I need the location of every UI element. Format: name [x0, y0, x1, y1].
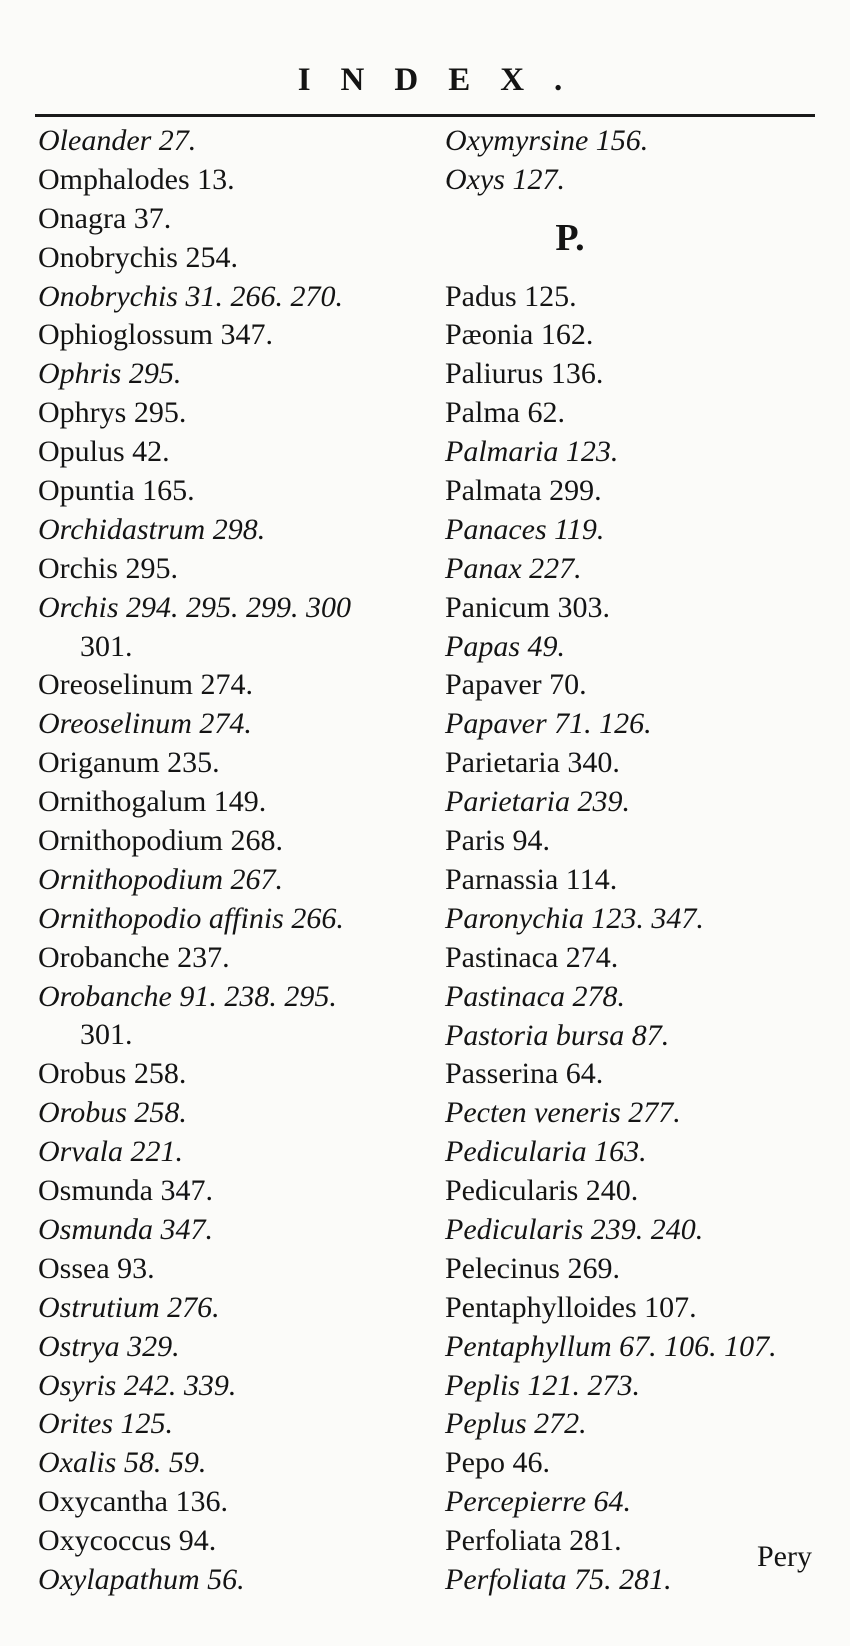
index-entry: Paris 94. [445, 824, 550, 858]
left-column [38, 122, 428, 1600]
index-entry: Parietaria 239. [445, 785, 630, 819]
index-entry: Ossea 93. [38, 1251, 155, 1285]
index-entry: Pelecinus 269. [445, 1251, 620, 1285]
index-entry: Peplis 121. 273. [445, 1368, 640, 1402]
index-entry: Osmunda 347. [38, 1174, 213, 1208]
index-entry: Pentaphyllum 67. 106. 107. [445, 1329, 777, 1363]
index-entry: Osyris 242. 339. [38, 1368, 237, 1402]
index-entry: Orobanche 237. [38, 940, 230, 974]
index-entry: Orites 125. [38, 1407, 173, 1441]
index-entry: Peplus 272. [445, 1407, 587, 1441]
index-entry: Orobanche 91. 238. 295. [38, 979, 337, 1013]
index-entry: Parnassia 114. [445, 862, 618, 896]
right-column [445, 122, 845, 1600]
index-entry: Orchis 295. [38, 551, 178, 585]
index-entry: Padus 125. [445, 279, 577, 313]
index-entry: Opulus 42. [38, 435, 170, 469]
index-entry: Ostrya 329. [38, 1329, 180, 1363]
index-entry: Pentaphylloides 107. [445, 1290, 697, 1324]
index-entry: Oreoselinum 274. [38, 668, 253, 702]
index-entry: Ornithogalum 149. [38, 785, 267, 819]
page-header: INDEX. [297, 62, 593, 98]
index-entry: Perfoliata 75. 281. [445, 1562, 672, 1596]
index-entry: Pepo 46. [445, 1446, 550, 1480]
index-entry: Palmata 299. [445, 474, 602, 508]
index-entry: Panax 227. [445, 551, 582, 585]
index-entry: Oleander 27. [38, 124, 197, 157]
index-entry: Pastinaca 274. [445, 940, 619, 974]
index-entry: Ophioglossum 347. [38, 318, 274, 352]
index-entry: Origanum 235. [38, 746, 220, 780]
index-entry: Papaver 71. 126. [445, 707, 652, 741]
index-entry: Pedicularia 163. [445, 1135, 647, 1169]
index-entry: Passerina 64. [445, 1057, 604, 1091]
index-entry: Ophris 295. [38, 357, 182, 391]
index-entry: Pastoria bursa 87. [445, 1018, 670, 1052]
index-entry: Oxys 127. [445, 162, 565, 196]
index-entry: Pedicularis 239. 240. [445, 1212, 704, 1246]
index-entry: Percepierre 64. [445, 1485, 632, 1519]
index-entry: Ornithopodio affinis 266. [38, 901, 344, 935]
index-entry: Papaver 70. [445, 668, 587, 702]
index-entry: Ornithopodium 267. [38, 862, 284, 896]
index-entry: Ostrutium 276. [38, 1290, 220, 1324]
section-letter: P. [555, 216, 585, 259]
index-entry: Paronychia 123. 347. [445, 901, 704, 935]
index-entry: Pedicularis 240. [445, 1174, 639, 1208]
index-entry: Oxycantha 136. [38, 1485, 228, 1519]
index-entry: Oxalis 58. 59. [38, 1446, 207, 1480]
index-entry: Oxylapathum 56. [38, 1562, 245, 1596]
index-entry: Opuntia 165. [38, 474, 195, 508]
index-entry: Parietaria 340. [445, 746, 620, 780]
index-entry: Perfoliata 281. [445, 1524, 622, 1558]
index-entry: Palmaria 123. [445, 435, 619, 469]
index-entry: Papas 49. [445, 629, 565, 663]
index-entry: Pastinaca 278. [445, 979, 625, 1013]
index-entry: Omphalodes 13. [38, 162, 235, 196]
index-entry: Oxycoccus 94. [38, 1524, 217, 1558]
index-entry: Oxymyrsine 156. [445, 124, 649, 157]
index-entry: Onagra 37. [38, 201, 172, 235]
index-entry: Onobrychis 31. 266. 270. [38, 279, 343, 313]
index-entry: Paliurus 136. [445, 357, 604, 391]
index-entry: Orvala 221. [38, 1135, 183, 1169]
index-entry: Orchis 294. 295. 299. 300 [38, 590, 352, 624]
index-entry: Pecten veneris 277. [445, 1096, 681, 1130]
index-entry: Orchidastrum 298. [38, 512, 266, 546]
header-rule [35, 114, 815, 117]
index-entry: Pæonia 162. [445, 318, 594, 352]
index-entry: 301. [80, 1018, 133, 1052]
index-entry: Panaces 119. [445, 512, 605, 546]
index-entry: Osmunda 347. [38, 1212, 214, 1246]
catchword: Pery [757, 1540, 812, 1573]
index-entry: Orobus 258. [38, 1096, 187, 1130]
index-entry: Onobrychis 254. [38, 240, 238, 274]
index-entry: Palma 62. [445, 396, 565, 430]
index-entry: Orobus 258. [38, 1057, 187, 1091]
index-entry: Panicum 303. [445, 590, 610, 624]
index-entry: Ophrys 295. [38, 396, 187, 430]
index-entry: Ornithopodium 268. [38, 824, 283, 858]
index-entry: 301. [80, 629, 133, 663]
index-entry: Oreoselinum 274. [38, 707, 252, 741]
